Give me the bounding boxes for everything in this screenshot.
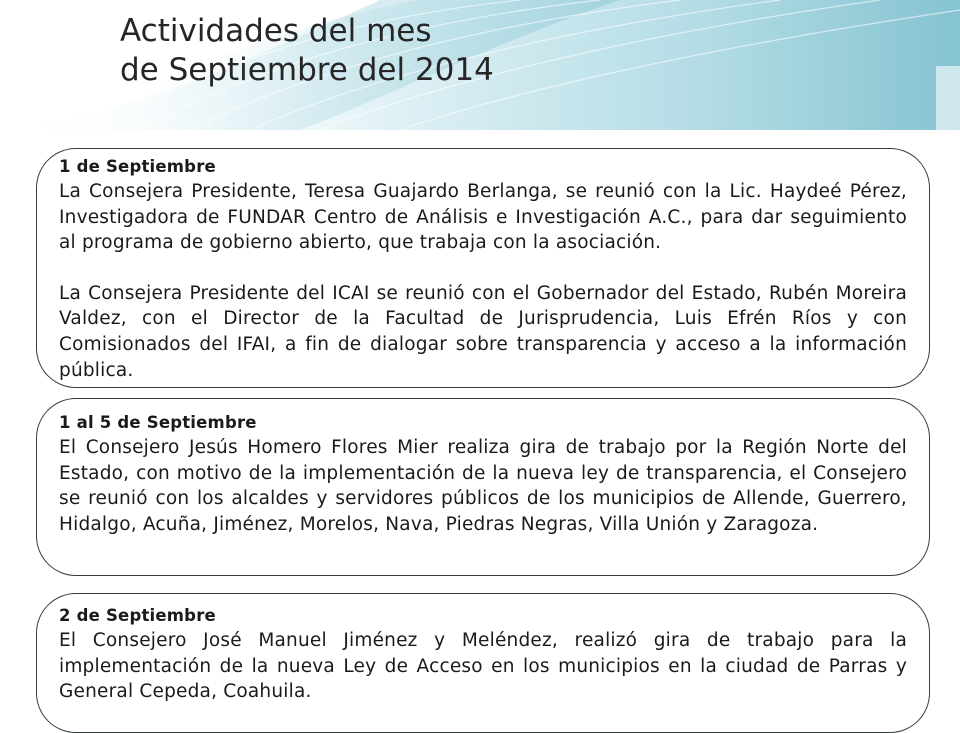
- activity-text: El Consejero Jesús Homero Flores Mier realiza gira de trabajo por la Región Norte del Estado, con motivo de la implementación de la nueva ley de transparencia, el Consejero se reunió con los alcaldes y servidores públicos de los municipios de Allende, Guerrero, Hidalgo, Acuña, Jiménez, Morelos, Nava, Piedras Negras, Villa Unión y Zaragoza.: [59, 437, 907, 535]
- activity-date: 2 de Septiembre: [59, 606, 216, 625]
- activity-card-sep-1: [36, 148, 930, 388]
- activity-text: La Consejera Presidente del ICAI se reunió con el Gobernador del Estado, Rubén Moreira Valdez, con el Director de la Facultad de Jurisprudencia, Luis Efrén Ríos y con Comisionados del IFAI, a fin de dialogar sobre transparencia y acceso a la información pública.: [59, 282, 907, 381]
- page-title: [120, 12, 494, 90]
- activity-text: La Consejera Presidente, Teresa Guajardo Berlanga, se reunió con la Lic. Haydeé Pérez, Investigadora de FUNDAR Centro de Análisis e Investigación A.C., para dar seguimiento al programa de gobierno abierto, que trabaja con la asociación.: [59, 181, 907, 254]
- activity-date: 1 de Septiembre: [59, 157, 216, 176]
- activity-date: 1 al 5 de Septiembre: [59, 413, 257, 432]
- activity-text: El Consejero José Manuel Jiménez y Meléndez, realizó gira de trabajo para la implementación de la nueva Ley de Acceso en los municipios en la ciudad de Parras y General Cepeda, Coahuila.: [59, 630, 907, 703]
- activity-card-sep-1-5: [36, 398, 930, 576]
- activity-card-sep-2: [36, 593, 930, 733]
- title-line-1: Actividades del mes: [120, 13, 432, 49]
- title-line-2: de Septiembre del 2014: [120, 52, 494, 88]
